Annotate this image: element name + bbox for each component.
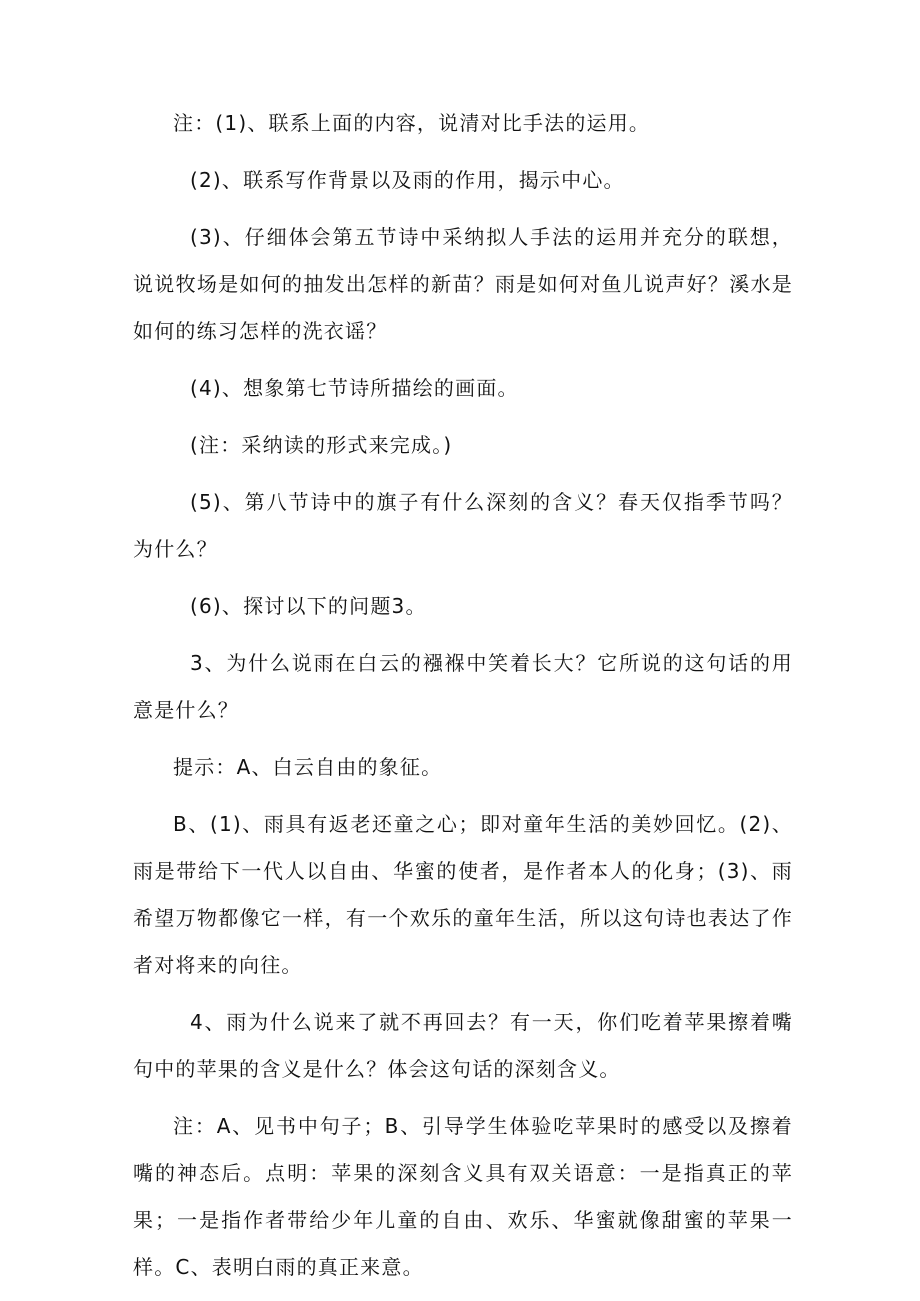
paragraph-note-read: (注：采纳读的形式来完成。) (190, 433, 453, 457)
paragraph-note-4: (4)、想象第七节诗所描绘的画面。 (190, 376, 519, 400)
paragraph-note-3: (3)、仔细体会第五节诗中采纳拟人手法的运用并充分的联想，说说牧场是如何的抽发出怎样的新苗？雨是如何对鱼儿说声好？溪水是如何的练习怎样的洗衣谣？ (133, 225, 793, 343)
paragraph-note-6: (6)、探讨以下的问题3。 (190, 594, 427, 618)
paragraph-note-2: (2)、联系写作背景以及雨的作用，揭示中心。 (190, 168, 625, 192)
paragraph-note-5: (5)、第八节诗中的旗子有什么深刻的含义？春天仅指季节吗？为什么？ (133, 490, 793, 561)
document-body (133, 100, 793, 1291)
paragraph-note-1: 注：(1)、联系上面的内容，说清对比手法的运用。 (173, 111, 651, 135)
paragraph-note-final: 注：A、见书中句子；B、引导学生体验吃苹果时的感受以及擦着嘴的神态后。点明：苹果的深刻含义具有双关语意：一是指真正的苹果；一是指作者带给少年儿童的自由、欢乐、华蜜就像甜蜜的苹果一样。C、表明白雨的真正来意。 (133, 1114, 793, 1279)
paragraph-question-3: 3、为什么说雨在白云的襁褓中笑着长大？它所说的这句话的用意是什么？ (133, 651, 793, 722)
paragraph-question-4: 4、雨为什么说来了就不再回去？有一天，你们吃着苹果擦着嘴句中的苹果的含义是什么？体会这句话的深刻含义。 (133, 1010, 793, 1081)
paragraph-hint-b: B、(1)、雨具有返老还童之心；即对童年生活的美妙回忆。(2)、雨是带给下一代人以自由、华蜜的使者，是作者本人的化身；(3)、雨希望万物都像它一样，有一个欢乐的童年生活，所以这句诗也表达了作者对将来的向往。 (133, 812, 793, 977)
paragraph-hint: 提示：A、白云自由的象征。 (173, 755, 443, 779)
